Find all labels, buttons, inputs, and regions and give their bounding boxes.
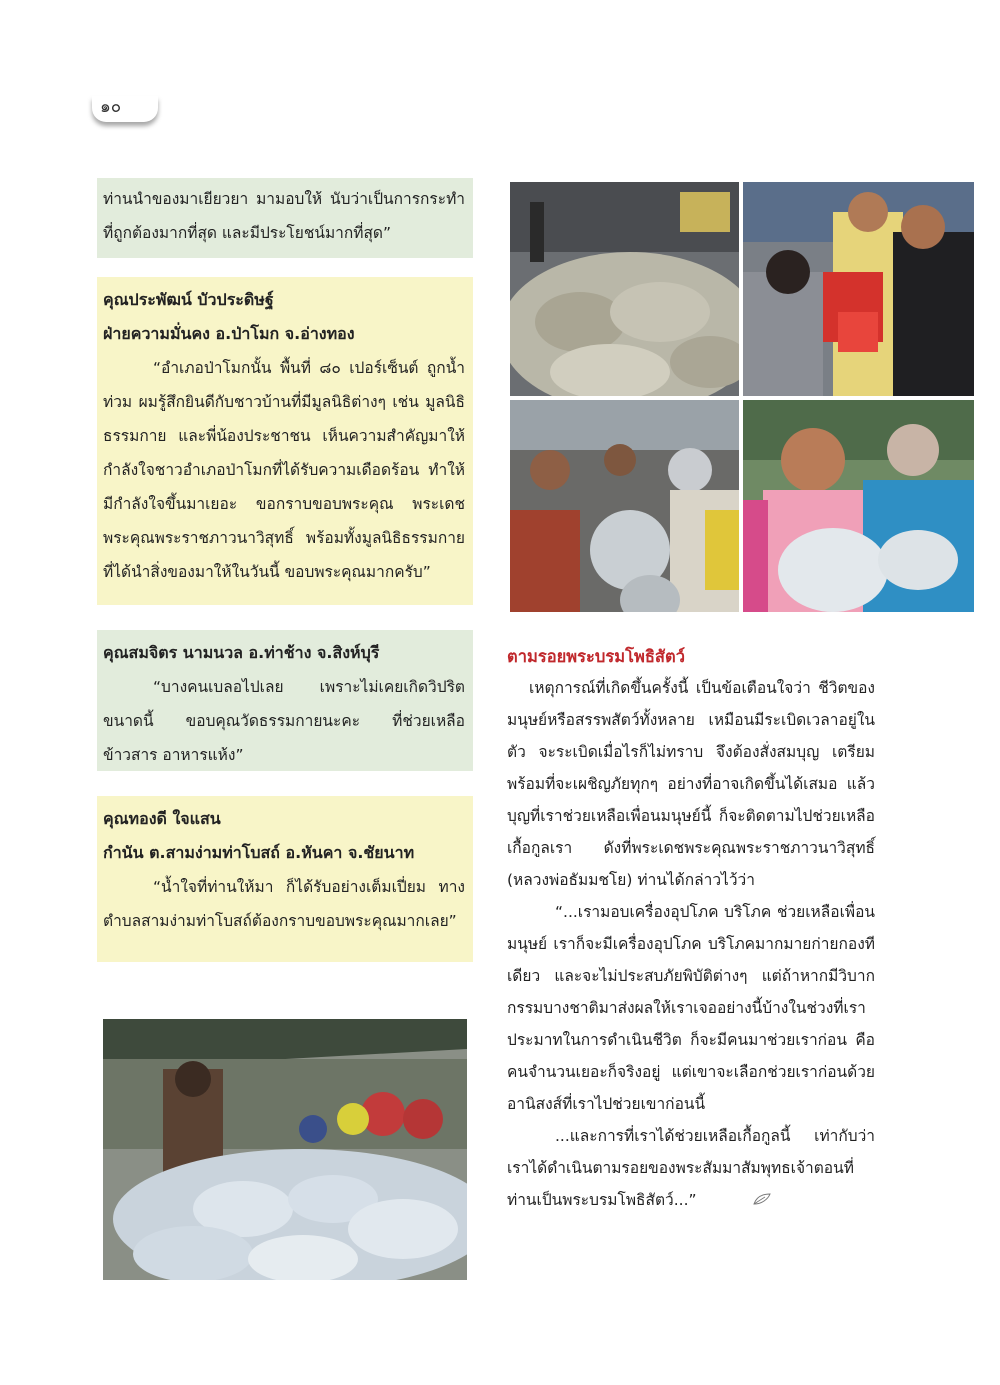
article-paragraph-3-text: ...และการที่เราได้ช่วยเหลือเกื้อกูลนี้ เท่ากับว่าเราได้ดำเนินตามรอยของพระสัมมาสัมพุทธเจ้าตอนที่ท่านเป็นพระบรมโพธิสัตว์...” (507, 1127, 875, 1209)
article-paragraph-1: เหตุการณ์ที่เกิดขึ้นครั้งนี้ เป็นข้อเตือนใจว่า ชีวิตของมนุษย์หรือสรรพสัตว์ทั้งหลาย เหมือนมีระเบิดเวลาอยู่ในตัว จะระเบิดเมื่อไรก็ไม่ทราบ จึงต้องสั่งสมบุญ เตรียมพร้อมที่จะเผชิญภัยทุกๆ อย่างที่อาจเกิดขึ้นได้เสมอ แล้วบุญที่เราช่วยเหลือเพื่อนมนุษย์นี้ ก็จะติดตามไปช่วยเหลือเกื้อกูลเรา ดังที่พระเดชพระคุณพระราชภาวนาวิสุทธิ์ (หลวงพ่อธัมมชโย) ท่านได้กล่าวไว้ว่า (507, 679, 875, 889)
article-paragraph-2: “...เรามอบเครื่องอุปโภค บริโภค ช่วยเหลือเพื่อนมนุษย์ เราก็จะมีเครื่องอุปโภค บริโภคมากมายก่ายกองทีเดียว และจะไม่ประสบภัยพิบัติต่างๆ แต่ถ้าหากมีวิบากกรรมบางชาติมาส่งผลให้เราเจออย่างนี้บ้างในช่วงที่เราประมาทในการดำเนินชีวิต ก็จะมีคนมาช่วยเราก่อน คือ คนจำนวนเยอะก็จริงอยู่ แต่เขาจะเลือกช่วยเราก่อนด้วยอานิสงส์ที่เราไปช่วยเขาก่อนนี้ (507, 903, 875, 1113)
testimonial-2 (97, 630, 473, 771)
photo-handing-bags (743, 182, 974, 396)
intro-text: ท่านนำของมาเยียวยา มามอบให้ นับว่าเป็นการกระทำที่ถูกต้องมากที่สุด และมีประโยชน์มากที่สุด” (103, 190, 465, 242)
photo-bags-pile (510, 182, 739, 396)
testimonial-3-name: คุณทองดี ใจแสน (103, 809, 221, 828)
testimonial-3-position: กำนัน ต.สามง่ามท่าโบสถ์ อ.หันคา จ.ชัยนาท (103, 843, 415, 862)
leaf-icon (705, 1184, 771, 1216)
page-number: ๑๐ (92, 96, 158, 122)
article-paragraph-3 (507, 1120, 875, 1216)
testimonial-1-quote: “อำเภอป่าโมกนั้น พื้นที่ ๘๐ เปอร์เซ็นต์ ถูกน้ำท่วม ผมรู้สึกยินดีกับชาวบ้านที่มีมูลนิธิต่างๆ เช่น มูลนิธิธรรมกาย และพี่น้องประชาชน เห็นความสำคัญมาให้กำลังใจชาวอำเภอป่าโมกที่ได้รับความเดือดร้อน ทำให้มีกำลังใจขึ้นมาเยอะ ขอกราบขอบพระคุณ พระเดชพระคุณพระราชภาวนาวิสุทธิ์ พร้อมทั้งมูลนิธิธรรมกาย ที่ได้นำสิ่งของมาให้ในวันนี้ ขอบพระคุณมากครับ” (103, 359, 465, 581)
intro-box (97, 178, 473, 258)
article-heading: ตามรอยพระบรมโพธิสัตว์ (507, 647, 685, 666)
photo-relief-bags-tent (103, 1019, 467, 1280)
testimonial-3-quote: “น้ำใจที่ท่านให้มา ก็ได้รับอย่างเต็มเปี่ยม ทางตำบลสามง่ามท่าโบสถ์ต้องกราบขอบพระคุณมากเลย” (103, 878, 465, 930)
testimonial-1-name: คุณประพัฒน์ บัวประดิษฐ์ (103, 290, 274, 309)
photo-smiling-woman (743, 400, 974, 612)
testimonial-1 (97, 277, 473, 605)
testimonial-2-quote: “บางคนเบลอไปเลย เพราะไม่เคยเกิดวิปริตขนาดนี้ ขอบคุณวัดธรรมกายนะคะ ที่ช่วยเหลือข้าวสาร อาหารแห้ง” (103, 678, 465, 764)
testimonial-2-name: คุณสมจิตร นามนวล อ.ท่าช้าง จ.สิงห์บุรี (103, 643, 380, 662)
testimonial-3 (97, 796, 473, 962)
article (507, 642, 875, 1216)
photo-receiving-queue (510, 400, 739, 612)
testimonial-1-position: ฝ่ายความมั่นคง อ.ป่าโมก จ.อ่างทอง (103, 324, 355, 343)
